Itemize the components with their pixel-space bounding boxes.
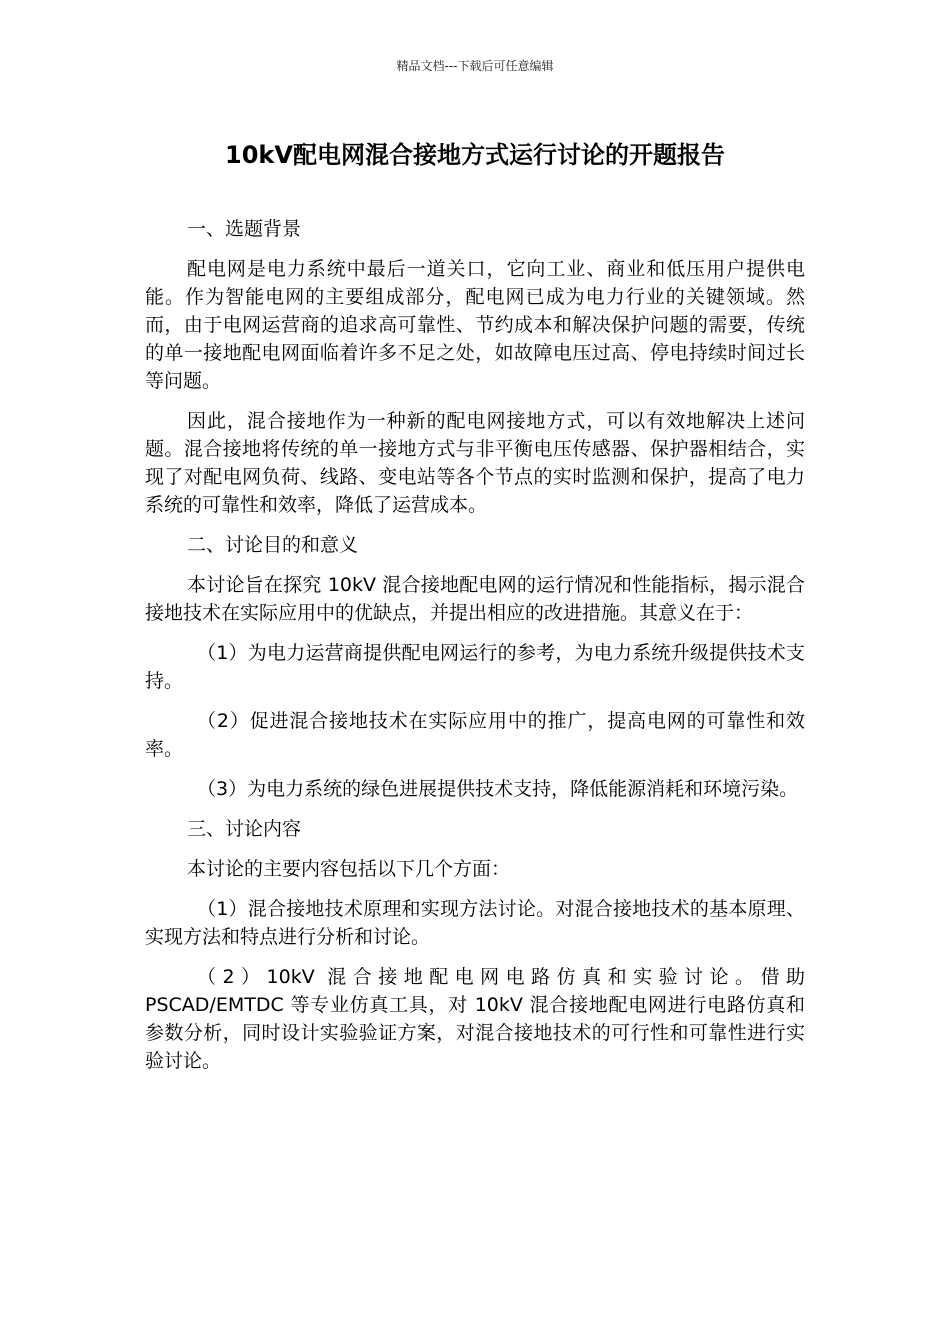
paragraph-content-intro: 本讨论的主要内容包括以下几个方面： [187,858,511,880]
section-heading-background: 一、选题背景 [187,218,302,240]
list-item: （2）促进混合接地技术在实际应用中的推广，提高电网的可靠性和效率。 [145,710,805,760]
page-header-note: 精品文档---下载后可任意编辑 [396,59,554,73]
document-title: 10kV配电网混合接地方式运行讨论的开题报告 [225,141,725,169]
paragraph-purpose-intro: 本讨论旨在探究 10kV 混合接地配电网的运行情况和性能指标，揭示混合接地技术在实际应用中的优缺点，并提出相应的改进措施。其意义在于： [145,574,805,624]
paragraph-background-2: 因此，混合接地作为一种新的配电网接地方式，可以有效地解决上述问题。混合接地将传统的单一接地方式与非平衡电压传感器、保护器相结合，实现了对配电网负荷、线路、变电站等各个节点的实时监测和保护，提高了电力系统的可靠性和效率，降低了运营成本。 [145,410,805,516]
list-item: （1）混合接地技术原理和实现方法讨论。对混合接地技术的基本原理、实现方法和特点进行分析和讨论。 [145,898,805,948]
list-item: （1）为电力运营商提供配电网运行的参考，为电力系统升级提供技术支持。 [145,642,805,692]
paragraph-background-1: 配电网是电力系统中最后一道关口，它向工业、商业和低压用户提供电能。作为智能电网的主要组成部分，配电网已成为电力行业的关键领域。然而，由于电网运营商的追求高可靠性、节约成本和解决保护问题的需要，传统的单一接地配电网面临着许多不足之处，如故障电压过高、停电持续时间过长等问题。 [145,258,805,392]
section-heading-purpose: 二、讨论目的和意义 [187,534,359,556]
list-item: （2）10kV 混合接地配电网电路仿真和实验讨论。借助 PSCAD/EMTDC 等专业仿真工具，对 10kV 混合接地配电网进行电路仿真和参数分析，同时设计实验验证方案，对混合接地技术的可行性和可靠性进行实验讨论。 [145,966,805,1072]
section-heading-content: 三、讨论内容 [187,818,302,840]
list-item: （3）为电力系统的绿色进展提供技术支持，降低能源消耗和环境污染。 [197,778,799,800]
document-body [145,215,805,1087]
